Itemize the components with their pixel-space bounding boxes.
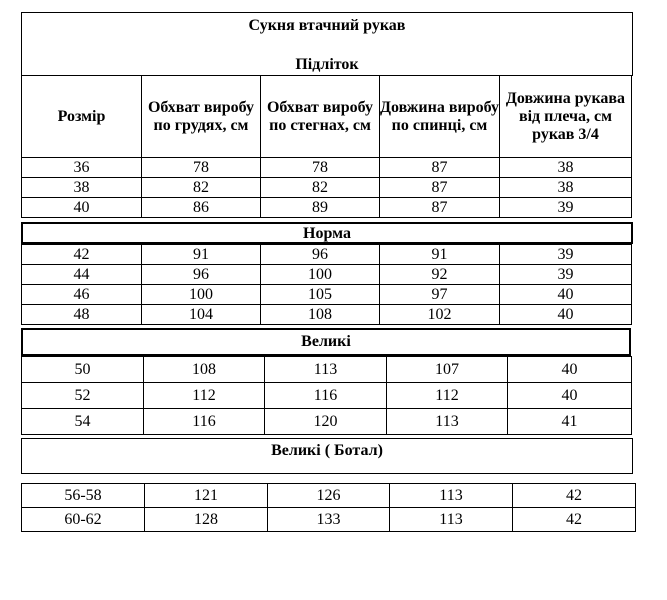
teen-cell-back-length: 87 xyxy=(380,198,500,218)
normal-cell-size: 44 xyxy=(22,265,142,285)
normal-cell-back-length: 91 xyxy=(380,245,500,265)
section-large-box xyxy=(21,328,631,356)
teen-cell-size: 36 xyxy=(22,158,142,178)
large-cell-back-length: 107 xyxy=(387,357,508,383)
normal-cell-size: 48 xyxy=(22,305,142,325)
botal-row xyxy=(22,484,636,508)
normal-cell-sleeve-length: 39 xyxy=(500,265,632,285)
normal-cell-sleeve-length: 40 xyxy=(500,305,632,325)
large-cell-chest: 108 xyxy=(144,357,265,383)
header-row xyxy=(22,76,632,158)
large-cell-sleeve-length: 41 xyxy=(508,409,632,435)
normal-cell-size: 46 xyxy=(22,285,142,305)
teen-row xyxy=(22,198,632,218)
header-sleeve-length: Довжина рукава від плеча, см рукав 3/4 xyxy=(500,76,632,158)
large-cell-size: 50 xyxy=(22,357,144,383)
normal-cell-hips: 96 xyxy=(261,245,380,265)
botal-cell-sleeve-length: 42 xyxy=(513,508,636,532)
section-normal-label: Норма xyxy=(303,225,351,242)
page-subtitle: Підліток xyxy=(295,56,359,73)
section-large-botal-box xyxy=(21,438,633,474)
large-cell-chest: 116 xyxy=(144,409,265,435)
botal-cell-back-length: 113 xyxy=(390,484,513,508)
botal-cell-size: 56-58 xyxy=(22,484,145,508)
header-hips: Обхват виробу по стегнах, см xyxy=(261,76,380,158)
normal-row xyxy=(22,305,632,325)
normal-cell-chest: 96 xyxy=(142,265,261,285)
teen-cell-back-length: 87 xyxy=(380,178,500,198)
normal-cell-hips: 105 xyxy=(261,285,380,305)
normal-cell-hips: 108 xyxy=(261,305,380,325)
teen-cell-sleeve-length: 39 xyxy=(500,198,632,218)
large-cell-chest: 112 xyxy=(144,383,265,409)
botal-cell-hips: 133 xyxy=(268,508,390,532)
section-normal-box xyxy=(21,222,633,244)
teen-cell-size: 40 xyxy=(22,198,142,218)
large-cell-hips: 120 xyxy=(265,409,387,435)
large-row xyxy=(22,357,632,383)
botal-cell-back-length: 113 xyxy=(390,508,513,532)
large-size-table xyxy=(21,356,632,435)
large-cell-back-length: 113 xyxy=(387,409,508,435)
large-cell-sleeve-length: 40 xyxy=(508,357,632,383)
normal-row xyxy=(22,245,632,265)
normal-cell-back-length: 102 xyxy=(380,305,500,325)
teen-cell-chest: 82 xyxy=(142,178,261,198)
large-row xyxy=(22,383,632,409)
normal-cell-back-length: 97 xyxy=(380,285,500,305)
header-size: Розмір xyxy=(22,76,142,158)
botal-cell-chest: 128 xyxy=(145,508,268,532)
teen-cell-sleeve-length: 38 xyxy=(500,158,632,178)
botal-cell-hips: 126 xyxy=(268,484,390,508)
page-title: Сукня втачний рукав xyxy=(248,17,406,34)
teen-size-table xyxy=(21,75,632,218)
botal-row xyxy=(22,508,636,532)
normal-cell-back-length: 92 xyxy=(380,265,500,285)
normal-size-table xyxy=(21,244,632,325)
teen-cell-hips: 82 xyxy=(261,178,380,198)
botal-cell-chest: 121 xyxy=(145,484,268,508)
normal-cell-hips: 100 xyxy=(261,265,380,285)
title-box xyxy=(21,12,633,76)
teen-cell-chest: 78 xyxy=(142,158,261,178)
large-cell-sleeve-length: 40 xyxy=(508,383,632,409)
teen-cell-chest: 86 xyxy=(142,198,261,218)
teen-cell-size: 38 xyxy=(22,178,142,198)
teen-cell-hips: 78 xyxy=(261,158,380,178)
teen-row xyxy=(22,158,632,178)
normal-cell-chest: 100 xyxy=(142,285,261,305)
normal-cell-size: 42 xyxy=(22,245,142,265)
teen-cell-back-length: 87 xyxy=(380,158,500,178)
large-cell-size: 52 xyxy=(22,383,144,409)
botal-cell-sleeve-length: 42 xyxy=(513,484,636,508)
normal-cell-sleeve-length: 39 xyxy=(500,245,632,265)
normal-cell-chest: 104 xyxy=(142,305,261,325)
normal-cell-sleeve-length: 40 xyxy=(500,285,632,305)
teen-cell-hips: 89 xyxy=(261,198,380,218)
normal-cell-chest: 91 xyxy=(142,245,261,265)
normal-row xyxy=(22,285,632,305)
large-botal-size-table xyxy=(21,483,636,532)
section-large-label: Великі xyxy=(301,333,351,350)
header-back-length: Довжина виробу по спинці, см xyxy=(380,76,500,158)
large-cell-hips: 113 xyxy=(265,357,387,383)
large-row xyxy=(22,409,632,435)
large-cell-back-length: 112 xyxy=(387,383,508,409)
large-cell-hips: 116 xyxy=(265,383,387,409)
botal-cell-size: 60-62 xyxy=(22,508,145,532)
header-chest: Обхват виробу по грудях, см xyxy=(142,76,261,158)
large-cell-size: 54 xyxy=(22,409,144,435)
section-large-botal-label: Великі ( Ботал) xyxy=(271,442,383,459)
teen-cell-sleeve-length: 38 xyxy=(500,178,632,198)
normal-row xyxy=(22,265,632,285)
teen-row xyxy=(22,178,632,198)
